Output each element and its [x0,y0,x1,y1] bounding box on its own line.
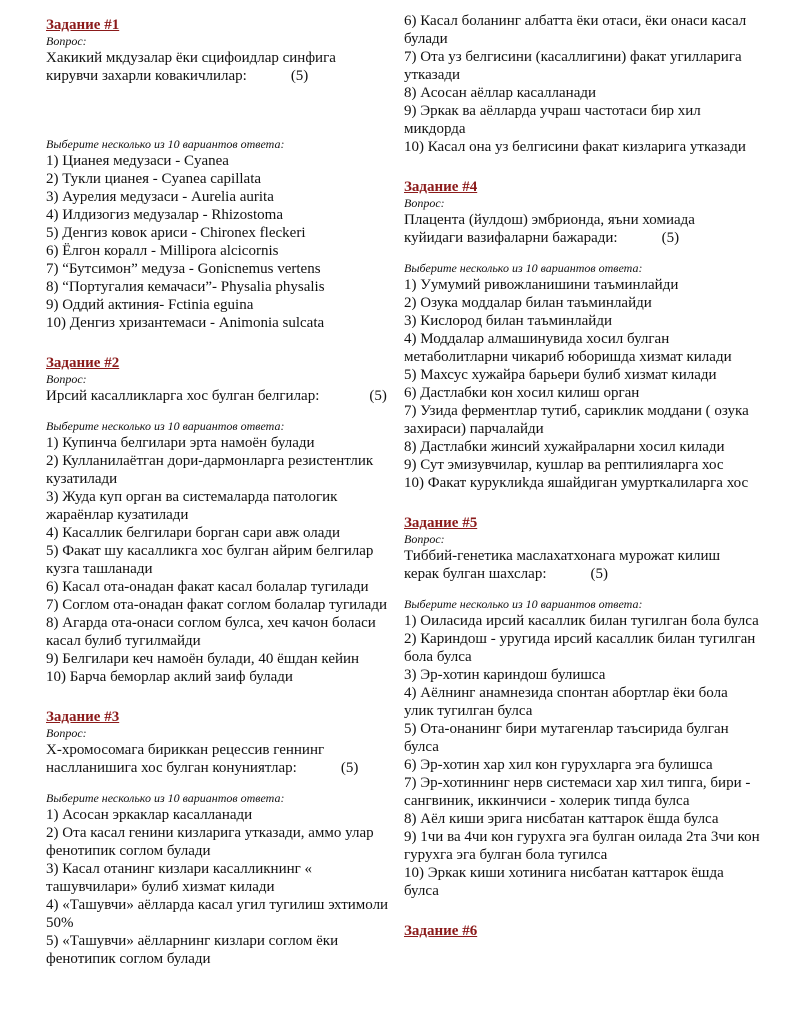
left-column [46,12,401,968]
option: 5) Денгиз ковок ариси - Chironex fleckeri [46,225,306,241]
task-5 [404,514,760,900]
options-list [404,612,760,900]
option: 8) Асосан аёллар касалланади [404,85,597,101]
option: 1) Цианея медузаси - Cyanea [46,153,229,169]
option: 4) Моддалар алмашинувида хосил булган метаболитларни чикариб юборишда хизмат килади [404,331,732,365]
option: 7) Ота уз белгисини (касаллигини) факат угилларига утказади [404,49,742,83]
choose-label: Выберите несколько из 10 вариантов ответа: [404,261,643,275]
option: 10) Денгиз хризантемаси - Animonia sulcata [46,315,325,331]
option: 8) Аёл киши эрига нисбатан каттарок ёшда булса [404,811,719,827]
question-line: наслланишига хос булган конуниятлар: (5) [46,760,359,776]
option: 3) Касал отанинг кизлари касалликнинг « ташувчилари» булиб хизмат килади [46,861,313,895]
question-text [46,387,401,405]
option: 2) Кулланилаётган дори-дармонларга резистентлик кузатилади [46,453,374,487]
option: 5) Факат шу касалликга хос булган айрим белгилар кузга ташланади [46,543,374,577]
option: 1) Оиласида ирсий касаллик билан тугилган бола булса [404,613,759,629]
task-6 [404,922,760,940]
option: 3) Аурелия медузаси - Aurelia aurita [46,189,274,205]
question-label: Вопрос: [46,372,87,386]
option: 2) Тукли цианея - Cyanea capillata [46,171,262,187]
option: 10) Касал она уз белгисини факат кизларига утказади [404,139,746,155]
option: 3) Эр-хотин кариндош булишса [404,667,606,683]
choose-label: Выберите несколько из 10 вариантов ответа: [46,791,285,805]
task-title: Задание #5 [404,515,478,531]
option: 8) Агарда ота-онаси соглом булса, хеч качон боласи касал булиб тугилмайди [46,615,376,649]
option: 7) Соглом ота-онадан факат соглом болалар тугилади [46,597,387,613]
choose-label: Выберите несколько из 10 вариантов ответа: [404,597,643,611]
option: 1) Асосан эркаклар касалланади [46,807,253,823]
options-list [404,276,760,492]
option: 9) Сут эмизувчилар, кушлар ва рептилияларга хос [404,457,724,473]
option: 1) Уумумий ривожланишини таъминлайди [404,277,679,293]
points: (5) [590,566,608,582]
question-label: Вопрос: [404,532,445,546]
options-list [46,806,401,968]
option: 10) Факат куруклиkда яшайдиган умурткалиларга хос [404,475,749,491]
option: 7) Узида ферментлар тутиб, сариклик моддани ( озука захираси) парчалайди [404,403,749,437]
option: 10) Эркак киши хотинига нисбатан каттарок ёшда булса [404,865,724,899]
option: 2) Ота касал генини кизларига утказади, аммо улар фенотипик соглом булади [46,825,374,859]
option: 7) “Бутсимон” медуза - Gonicnemus vertens [46,261,321,277]
option: 9) Оддий актиния- Fctinia eguina [46,297,254,313]
option: 6) Ёлгон коралл - Millipora alcicornis [46,243,279,259]
option: 4) Илдизогиз медузалар - Rhizostoma [46,207,284,223]
option: 9) Белгилари кеч намоён булади, 40 ёшдан кейин [46,651,360,667]
option: 10) Барча беморлар аклий заиф булади [46,669,293,685]
option: 2) Кариндош - уругида ирсий касаллик билан тугилган бола булса [404,631,756,665]
question-text [404,211,760,247]
question-line: Тиббий-генетика маслахатхонага мурожат килиш [404,548,721,564]
option: 4) «Ташувчи» аёлларда касал угил тугилиш эхтимоли 50% [46,897,389,931]
question-text [404,547,760,583]
task-1 [46,16,401,332]
option: 2) Озука моддалар билан таъминлайди [404,295,652,311]
question-line: Хакикий мкдузалар ёки сцифоидлар синфига [46,50,336,66]
options-list-continued [404,12,760,156]
task-3 [46,708,401,968]
option: 8) Дастлабки жинсий хужайраларни хосил килади [404,439,725,455]
question-text [46,741,401,777]
option: 5) «Ташувчи» аёлларнинг кизлари соглом ёки фенотипик соглом булади [46,933,339,967]
option: 6) Касал боланинг албатта ёки отаси, ёки онаси касал булади [404,13,747,47]
question-line: Ирсий касалликларга хос булган белгилар: (5) [46,388,387,404]
option: 1) Купинча белгилари эрта намоён булади [46,435,315,451]
points: (5) [290,68,309,84]
option: 8) “Португалия кемачаси”- Physalia physalis [46,279,325,295]
choose-label: Выберите несколько из 10 вариантов ответа: [46,419,285,433]
task-2 [46,354,401,686]
option: 3) Жуда куп орган ва системаларда патологик жараёнлар кузатилади [46,489,338,523]
option: 6) Касал ота-онадан факат касал болалар тугилади [46,579,369,595]
question-line: кирувчи захарли ковакичлилар: (5) [46,68,309,84]
question-text [46,49,401,85]
points: (5) [661,230,680,246]
task-4 [404,178,760,492]
question-line: Х-хромосомага бириккан рецессив геннинг [46,742,325,758]
task-title: Задание #1 [46,17,120,33]
points: (5) [340,760,359,776]
question-line: Плацента (йулдош) эмбрионда, яъни хомиада [404,212,695,228]
options-list [46,434,401,686]
right-column [404,12,760,940]
question-label: Вопрос: [404,196,445,210]
options-list [46,152,401,332]
option: 6) Дастлабки кон хосил килиш орган [404,385,640,401]
question-label: Вопрос: [46,726,87,740]
question-label: Вопрос: [46,34,87,48]
option: 6) Эр-хотин хар хил кон гурухларга эга булишса [404,757,713,773]
task-title: Задание #3 [46,709,120,725]
task-title: Задание #2 [46,355,120,371]
option: 4) Касаллик белгилари борган сари авж олади [46,525,341,541]
option: 7) Эр-хотиннинг нерв систeмаси хар хил типга, бири - сангвиник, иккинчиси - холерик типда булса [404,775,751,809]
option: 9) 1чи ва 4чи кон гурухга эга булган оилада 2та 3чи кон гурухга эга булган бола тугилса [404,829,760,863]
option: 4) Аёлнинг анамнезида спонтан абортлар ёки бола улик тугилган булса [404,685,728,719]
option: 9) Эркак ва аёлларда учраш частотаси бир хил микдорда [404,103,701,137]
option: 5) Махсус хужайра барьери булиб хизмат килади [404,367,717,383]
option: 5) Ота-онанинг бири мутагенлар таъсирида булган булса [404,721,729,755]
task-title: Задание #4 [404,179,478,195]
task-title: Задание #6 [404,923,478,939]
question-line: куйидаги вазифаларни бажаради: (5) [404,230,680,246]
option: 3) Кислород билан таъминлайди [404,313,612,329]
choose-label: Выберите несколько из 10 вариантов ответа: [46,137,285,151]
points: (5) [369,388,387,404]
question-line: керак булган шахслар: (5) [404,566,608,582]
